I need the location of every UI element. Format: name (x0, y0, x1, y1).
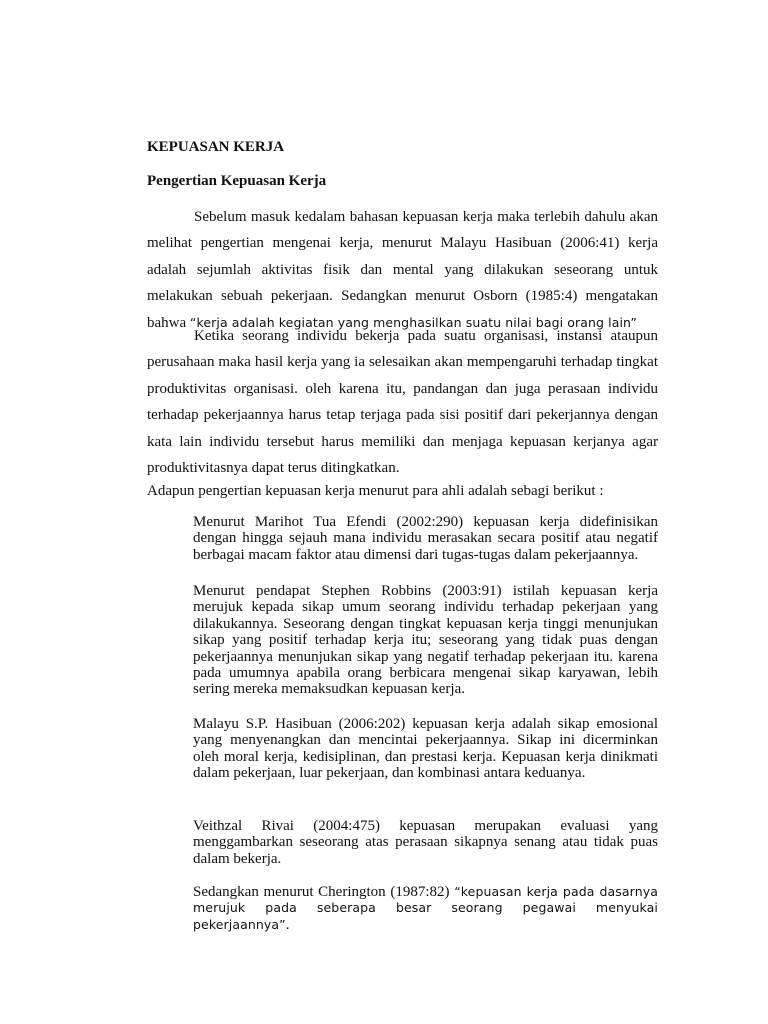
definition-hasibuan: Malayu S.P. Hasibuan (2006:202) kepuasan kerja adalah sikap emosional yang menyenangkan dan mencintai pekerjaannya. Sikap ini dicerminkan oleh moral kerja, kedisiplinan, dan prestasi kerja. Kepuasan kerja dinikmati dalam pekerjaan, luar pekerjaan, dan kombinasi antara keduanya. (193, 716, 658, 782)
definition-cherington (193, 884, 658, 933)
paragraph-definition-of-work (147, 204, 658, 336)
definitions-intro: Adapun pengertian kepuasan kerja menurut para ahli adalah sebagi berikut : (147, 483, 604, 499)
paragraph-text: Sebelum masuk kedalam bahasan kepuasan kerja maka terlebih dahulu akan melihat pengertian mengenai kerja, menurut Malayu Hasibuan (2006:41) kerja adalah sejumlah aktivitas fisik dan mental yang dilakukan seseorang untuk melakukan sebuah pekerjaan. Sedangkan menurut Osborn (1985:4) mengatakan bahwa (147, 209, 658, 331)
definition-marihot: Menurut Marihot Tua Efendi (2002:290) kepuasan kerja didefinisikan dengan hingga sejauh mana individu merasakan secara positif atau negatif berbagai macam faktor atau dimensi dari tugas-tugas dalam pekerjaannya. (193, 514, 658, 563)
definition-rivai: Veithzal Rivai (2004:475) kepuasan merupakan evaluasi yang menggambarkan seseorang atas perasaan sikapnya senang atau tidak puas dalam bekerja. (193, 818, 658, 867)
osborn-quote: “kerja adalah kegiatan yang menghasilkan suatu nilai bagi orang lain” (189, 314, 637, 330)
cherington-quote: “kepuasan kerja pada dasarnya merujuk pada seberapa besar seorang pegawai menyukai pekerjaannya” (193, 884, 658, 932)
paragraph-individual-at-work: Ketika seorang individu bekerja pada suatu organisasi, instansi ataupun perusahaan maka hasil kerja yang ia selesaikan akan mempengaruhi terhadap tingkat produktivitas organisasi. oleh karena itu, pandangan dan juga perasaan individu terhadap pekerjaannya harus tetap terjaga pada sisi positif dari pekerjannya dengan kata lain individu tersebut harus memiliki dan menjaga kepuasan kerjanya agar produktivitasnya dapat terus ditingkatkan. (147, 328, 658, 477)
section-subtitle: Pengertian Kepuasan Kerja (147, 173, 327, 189)
definition-trailing: . (285, 916, 290, 933)
definition-text: Sedangkan menurut Cherington (1987:82) (193, 884, 455, 900)
document-title: KEPUASAN KERJA (147, 139, 285, 155)
definition-robbins: Menurut pendapat Stephen Robbins (2003:91) istilah kepuasan kerja merujuk kepada sikap umum seorang individu terhadap pekerjaan yang dilakukannya. Seseorang dengan tingkat kepuasan kerja tinggi menunjukan sikap yang positif terhadap kerja itu; seseorang yang tidak puas dengan pekerjaannya menunjukan sikap yang negatif terhadap pekerjaan itu. karena pada umumnya apabila orang berbicara mengenai sikap karyawan, lebih sering mereka memaksudkan kepuasan kerja. (193, 583, 658, 698)
